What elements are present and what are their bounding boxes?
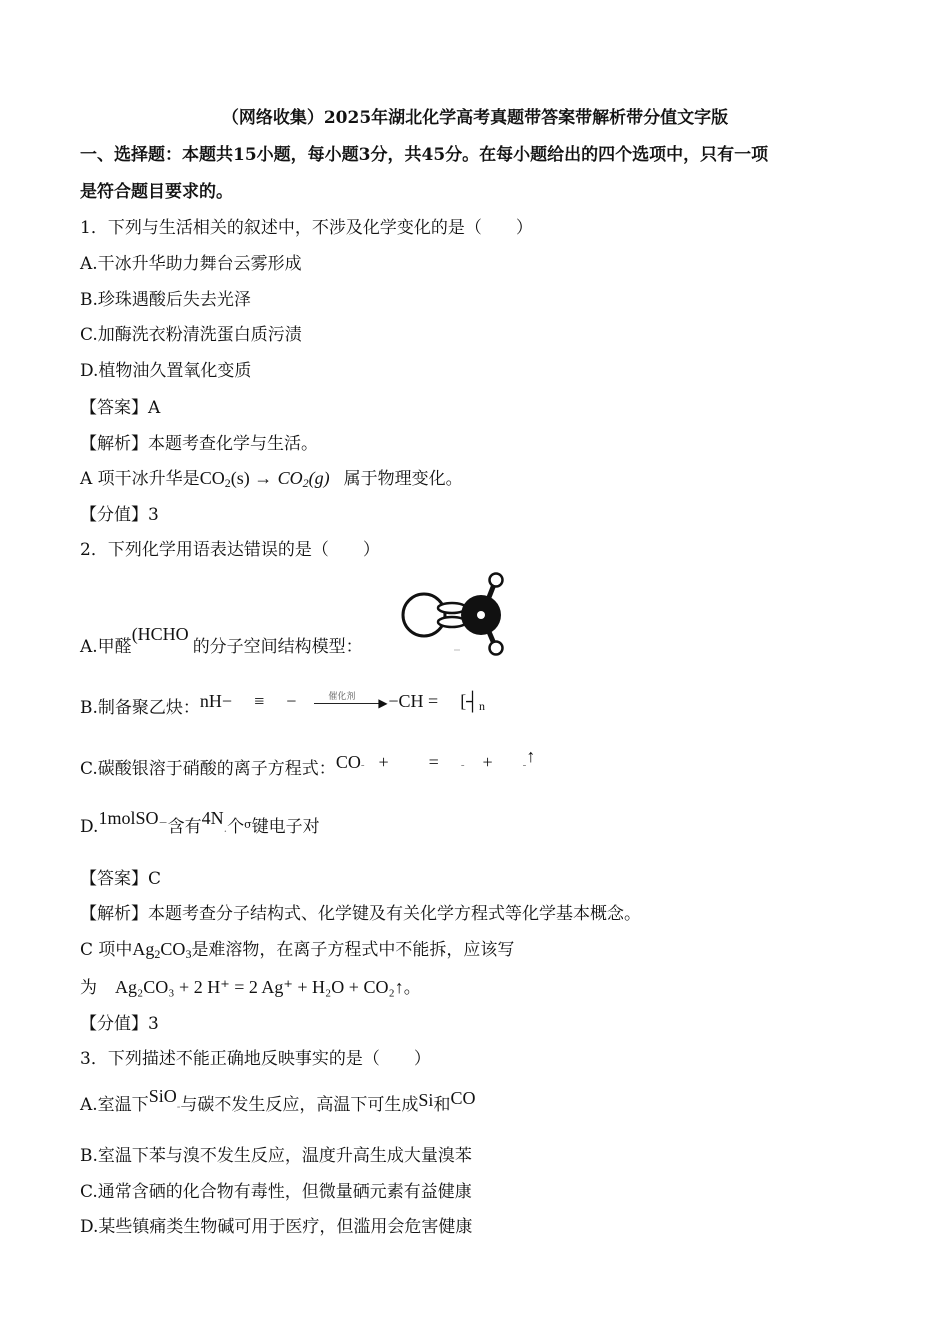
- q2-detail2-prefix: 为: [80, 978, 97, 998]
- q1-detail: [80, 466, 463, 495]
- document-title: （网络收集）2025年湖北化学高考真题带答案带解析带分值文字版: [221, 108, 729, 128]
- q2-score: 【分值】3: [80, 1014, 159, 1034]
- q3-option-a: A.室温下SiO-与碳不发生反应，高温下可生成Si和CO: [80, 1086, 476, 1115]
- q3-option-c: C.通常含硒的化合物有毒性，但微量硒元素有益健康: [80, 1182, 472, 1202]
- q1-option-d: D.植物油久置氧化变质: [80, 361, 252, 381]
- q2-detail1-formula: $Ag_2CO_3$: [132, 939, 192, 961]
- q2-option-b-prefix: B.制备聚乙炔：: [80, 698, 200, 718]
- q2-option-a: [80, 624, 363, 659]
- section-heading-line2: 是符合题目要求的。: [80, 182, 233, 202]
- q2-option-a-suffix: 的分子空间结构模型：: [192, 637, 363, 657]
- q2-detail1: [80, 937, 514, 966]
- q2-analysis: 【解析】本题考查分子结构式、化学键及有关化学方程式等化学基本概念。: [80, 904, 641, 924]
- q2-answer: 【答案】C: [80, 869, 162, 889]
- q1-detail-prefix: A 项干冰升华是: [80, 469, 200, 489]
- q2-option-c-prefix: C.碳酸银溶于硝酸的离子方程式：: [80, 759, 336, 779]
- q3-option-a-formula2: Si: [418, 1090, 434, 1110]
- q2-option-c-formula: CO- + = - + -↑: [335, 746, 536, 772]
- q2-option-b-formula: nH− ≡ − 催化剂 ▶ $-CH = [┤_n$: [199, 691, 485, 713]
- q3-option-a-formula3: CO: [450, 1088, 476, 1108]
- q2-detail2-suffix: 。: [403, 978, 421, 998]
- q2-detail1-prefix: C 项中: [80, 940, 133, 960]
- q1-option-c: C.加酶洗衣粉清洗蛋白质污渍: [80, 325, 302, 345]
- q2-option-a-prefix: A.甲醛: [80, 637, 132, 657]
- q3-option-b: B.室温下苯与溴不发生反应，温度升高生成大量溴苯: [80, 1146, 472, 1166]
- q3-option-a-formula1: SiO: [148, 1086, 177, 1106]
- q1-stem: 1．下列与生活相关的叙述中，不涉及化学变化的是（ ）: [80, 218, 533, 238]
- catalyst-arrow-icon: 催化剂 ▶: [314, 693, 388, 713]
- q3-option-a-mid: 与碳不发生反应，高温下可生成: [180, 1095, 419, 1115]
- q1-score: 【分值】3: [80, 505, 159, 525]
- q2-option-c: [80, 746, 536, 783]
- q3-option-a-and: 和: [433, 1095, 451, 1115]
- q1-option-a: A.干冰升华助力舞台云雾形成: [80, 254, 302, 274]
- q2-option-d-formula2: 4N: [201, 808, 224, 828]
- q2-option-a-formula: (HCHO: [131, 624, 189, 644]
- q3-option-d: D.某些镇痛类生物碱可用于医疗，但滥用会危害健康: [80, 1217, 473, 1237]
- q1-formula-left: $CO_2(s)$ →: [199, 468, 273, 490]
- q1-formula-right: $CO_2(g)$: [277, 468, 330, 490]
- q2-option-d-mid2: 个: [227, 817, 245, 837]
- q2-detail2: [80, 975, 421, 1000]
- formaldehyde-ball-stick-model-icon: [398, 570, 513, 660]
- q1-answer: 【答案】A: [80, 398, 161, 418]
- q2-option-d-formula1: 1molSO: [98, 808, 159, 828]
- q2-option-d-sigma: σ: [244, 818, 252, 831]
- q1-option-b: B.珍珠遇酸后失去光泽: [80, 290, 251, 310]
- section-heading-line1: 一、选择题：本题共15小题，每小题3分，共45分。在每小题给出的四个选项中，只有一项: [80, 145, 769, 165]
- q3-stem: 3．下列描述不能正确地反映事实的是（ ）: [80, 1049, 431, 1069]
- q3-option-a-prefix: A.室温下: [80, 1095, 149, 1115]
- q2-stem: 2．下列化学用语表达错误的是（ ）: [80, 540, 380, 560]
- q2-detail2-equation: Ag₂CO₃ + 2 H⁺ = 2 Ag⁺ + H₂O + CO₂↑: [115, 977, 404, 997]
- q2-option-d-prefix: D.: [80, 817, 99, 837]
- q2-option-d-suffix: 键电子对: [251, 817, 320, 837]
- q2-detail1-suffix: 是难溶物，在离子方程式中不能拆，应该写: [191, 940, 515, 960]
- q1-detail-suffix: 属于物理变化。: [343, 469, 463, 489]
- q1-analysis: 【解析】本题考查化学与生活。: [80, 434, 318, 454]
- q2-option-d: D.1molSO−含有4N.个$^\sigma$键电子对: [80, 808, 320, 837]
- q2-option-d-mid: 含有: [167, 817, 202, 837]
- q2-option-b: [80, 691, 485, 724]
